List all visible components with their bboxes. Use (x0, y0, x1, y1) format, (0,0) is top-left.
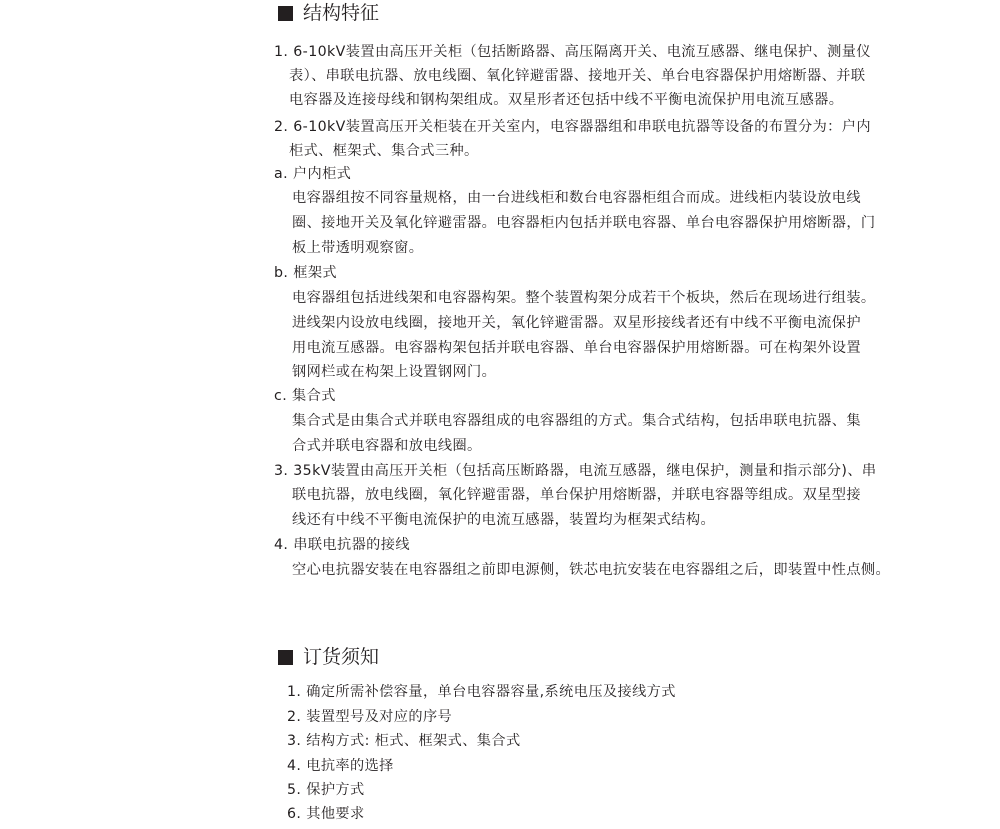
structure-line: 电容器组按不同容量规格，由一台进线柜和数台电容器柜组合而成。进线柜内装设放电线 (292, 190, 861, 206)
list-item: 2. 装置型号及对应的序号 (287, 709, 453, 725)
structure-line: 柜式、框架式、集合式三种。 (289, 143, 479, 159)
structure-line: 钢网栏或在构架上设置钢网门。 (292, 364, 497, 380)
section-title-text: 订货须知 (303, 646, 380, 668)
structure-line: 集合式是由集合式并联电容器组成的电容器组的方式。集合式结构，包括串联电抗器、集 (292, 413, 861, 429)
subsection-heading: a. 户内柜式 (274, 166, 352, 182)
subsection-heading: b. 框架式 (274, 265, 337, 281)
structure-line: 联电抗器，放电线圈，氧化锌避雷器，单台保护用熔断器，并联电容器等组成。双星型接 (292, 487, 861, 503)
structure-line: 空心电抗器安装在电容器组之前即电源侧，铁芯电抗安装在电容器组之后，即装置中性点侧。 (292, 562, 891, 578)
structure-line: 3. 35kV装置由高压开关柜（包括高压断路器，电流互感器，继电保护，测量和指示部分)、串 (274, 463, 877, 479)
square-bullet-icon (278, 650, 293, 665)
section-title-text: 结构特征 (303, 2, 380, 24)
list-item: 5. 保护方式 (287, 782, 365, 798)
section-title-structure (278, 0, 379, 26)
structure-line: 进线架内设放电线圈，接地开关，氧化锌避雷器。双星形接线者还有中线不平衡电流保护 (292, 315, 861, 331)
structure-line: 线还有中线不平衡电流保护的电流互感器，装置均为框架式结构。 (292, 512, 716, 528)
list-item: 6. 其他要求 (287, 806, 365, 822)
list-item: 3. 结构方式: 柜式、框架式、集合式 (287, 733, 521, 749)
square-bullet-icon (278, 6, 293, 21)
structure-line: 电容器及连接母线和钢构架组成。双星形者还包括中线不平衡电流保护用电流互感器。 (289, 92, 844, 108)
list-item: 1. 确定所需补偿容量，单台电容器容量,系统电压及接线方式 (287, 684, 676, 700)
subsection-heading: 4. 串联电抗器的接线 (274, 537, 410, 553)
structure-line: 用电流互感器。电容器构架包括并联电容器、单台电容器保护用熔断器。可在构架外设置 (292, 340, 861, 356)
structure-line: 2. 6-10kV装置高压开关柜装在开关室内，电容器器组和串联电抗器等设备的布置分为：户内 (274, 119, 871, 135)
structure-line: 电容器组包括进线架和电容器构架。整个装置构架分成若干个板块，然后在现场进行组装。 (292, 290, 876, 306)
structure-line: 合式并联电容器和放电线圈。 (292, 438, 482, 454)
structure-line: 圈、接地开关及氧化锌避雷器。电容器柜内包括并联电容器、单台电容器保护用熔断器，门 (292, 215, 876, 231)
section-title-ordering (278, 644, 379, 670)
list-item: 4. 电抗率的选择 (287, 758, 394, 774)
structure-line: 1. 6-10kV装置由高压开关柜（包括断路器、高压隔离开关、电流互感器、继电保护、测量仪 (274, 44, 871, 60)
subsection-heading: c. 集合式 (274, 388, 336, 404)
structure-line: 表）、串联电抗器、放电线圈、氧化锌避雷器、接地开关、单台电容器保护用熔断器、并联 (289, 68, 866, 84)
structure-line: 板上带透明观察窗。 (292, 240, 424, 256)
